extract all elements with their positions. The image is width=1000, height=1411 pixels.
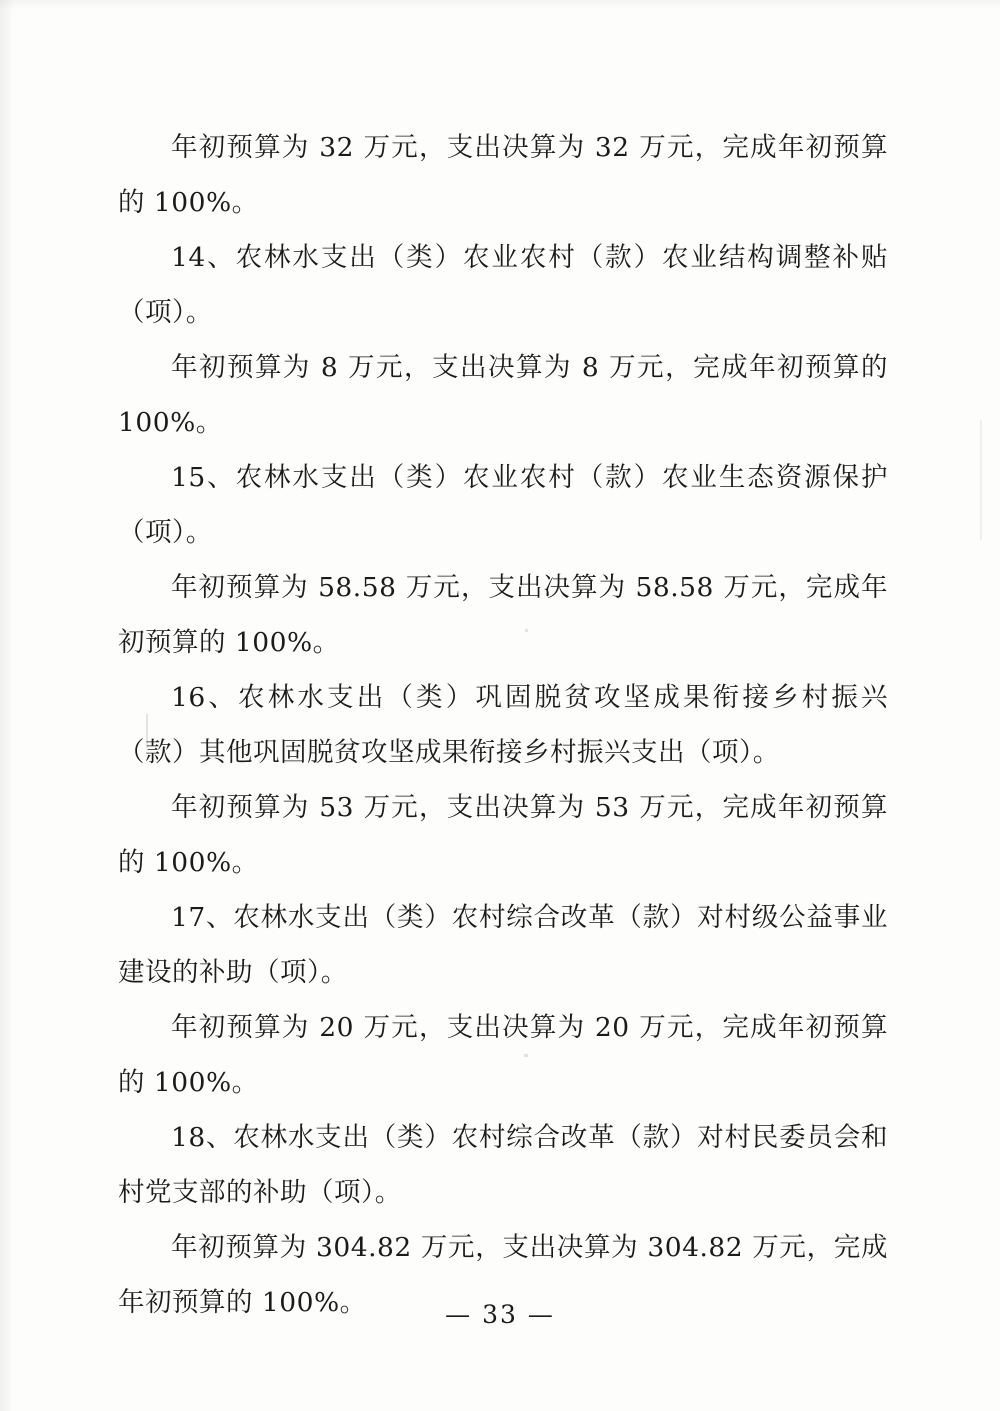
paragraph: 年初预算为 58.58 万元，支出决算为 58.58 万元，完成年初预算的 100%。 [118, 572, 888, 658]
scan-speckle [980, 420, 982, 540]
paragraph: 年初预算为 20 万元，支出决算为 20 万元，完成年初预算的 100%。 [118, 1012, 888, 1098]
paragraph: 14、农林水支出（类）农业农村（款）农业结构调整补贴（项）。 [118, 242, 888, 328]
paragraph: 18、农林水支出（类）农村综合改革（款）对村民委员会和村党支部的补助（项）。 [118, 1122, 888, 1208]
paragraph: 年初预算为 53 万元，支出决算为 53 万元，完成年初预算的 100%。 [118, 792, 888, 878]
paragraph: 16、农林水支出（类）巩固脱贫攻坚成果衔接乡村振兴（款）其他巩固脱贫攻坚成果衔接乡村振兴支出（项）。 [118, 682, 888, 768]
document-body [118, 120, 888, 1330]
paragraph: 年初预算为 32 万元，支出决算为 32 万元，完成年初预算的 100%。 [118, 132, 888, 218]
paragraph: 17、农林水支出（类）农村综合改革（款）对村级公益事业建设的补助（项）。 [118, 902, 888, 988]
page-edge-shadow-left [0, 0, 14, 1411]
paragraph: 年初预算为 8 万元，支出决算为 8 万元，完成年初预算的 100%。 [118, 352, 888, 438]
page-edge-shadow-top [0, 0, 1000, 10]
paragraph: 年初预算为 304.82 万元，支出决算为 304.82 万元，完成年初预算的 100%。 [118, 1232, 888, 1318]
paragraph: 15、农林水支出（类）农业农村（款）农业生态资源保护（项）。 [118, 462, 888, 548]
page-number-footer: — 33 — [445, 1300, 555, 1329]
